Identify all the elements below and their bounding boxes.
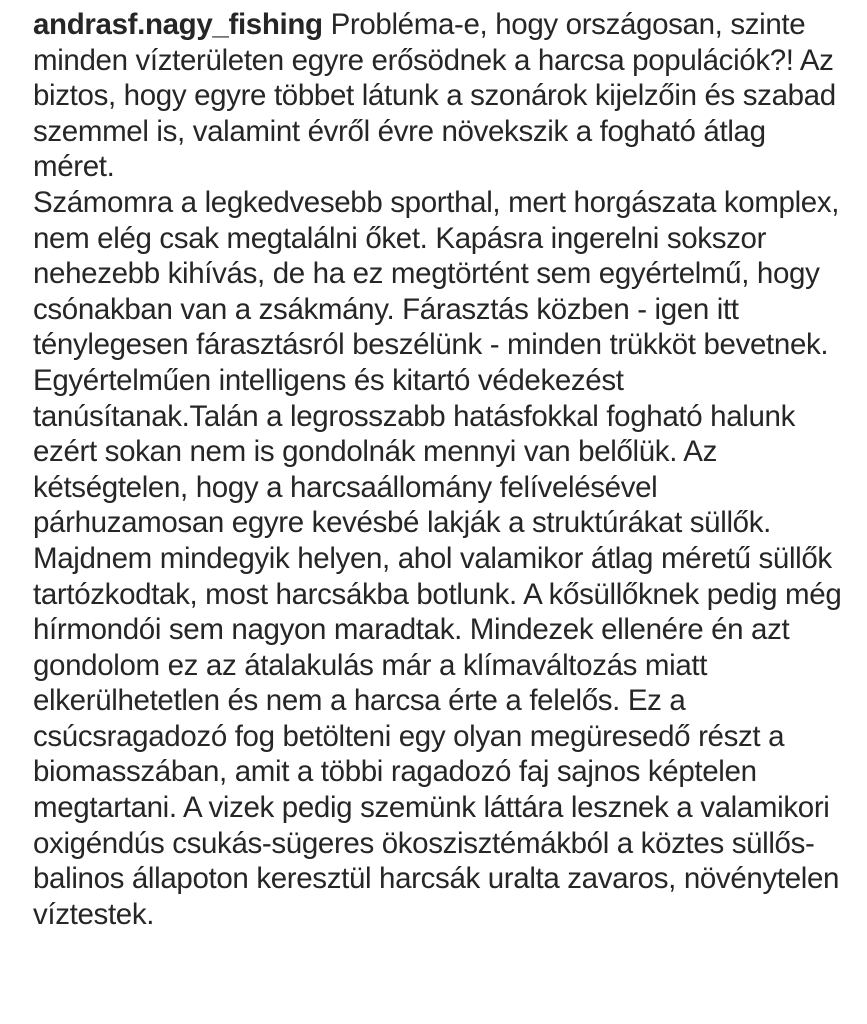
caption-paragraph	[33, 7, 843, 185]
caption-paragraph	[33, 185, 843, 932]
username-link[interactable]: andrasf.nagy_fishing	[33, 8, 323, 41]
caption-text-1: Probléma-e, hogy országosan, szinte minden vízterületen egyre erősödnek a harcsa populációk?! Az biztos, hogy egyre többet látunk a szonárok kijelzőin és szabad szemmel is, valamint évről évre növekszik a fogható átlag méret.	[33, 8, 836, 184]
caption-text-2: Számomra a legkedvesebb sporthal, mert horgászata komplex, nem elég csak megtalálni őket. Kapásra ingerelni sokszor nehezebb kihívás, de ha ez megtörtént sem egyértelmű, hogy csónakban van a zsákmány. Fárasztás közben - igen itt ténylegesen fárasztásról beszélünk - minden trükköt bevetnek. Egyértelműen intelligens és kitartó védekezést tanúsítanak.Talán a legrosszabb hatásfokkal fogható halunk ezért sokan nem is gondolnák mennyi van belőlük. Az kétségtelen, hogy a harcsaállomány felívelésével párhuzamosan egyre kevésbé lakják a struktúrákat süllők. Majdnem mindegyik helyen, ahol valamikor átlag méretű süllők tartózkodtak, most harcsákba botlunk. A kősüllőknek pedig még hírmondói sem nagyon maradtak. Mindezek ellenére én azt gondolom ez az átalakulás már a klímaváltozás miatt elkerülhetetlen és nem a harcsa érte a felelős. Ez a csúcsragadozó fog betölteni egy olyan megüresedő részt a biomasszában, amit a többi ragadozó faj sajnos képtelen megtartani. A vizek pedig szemünk láttára lesznek a valamikori oxigéndús csukás-sügeres ökoszisztémákból a köztes süllős-balinos állapoton keresztül harcsák uralta zavaros, növénytelen víztestek.	[33, 185, 842, 931]
